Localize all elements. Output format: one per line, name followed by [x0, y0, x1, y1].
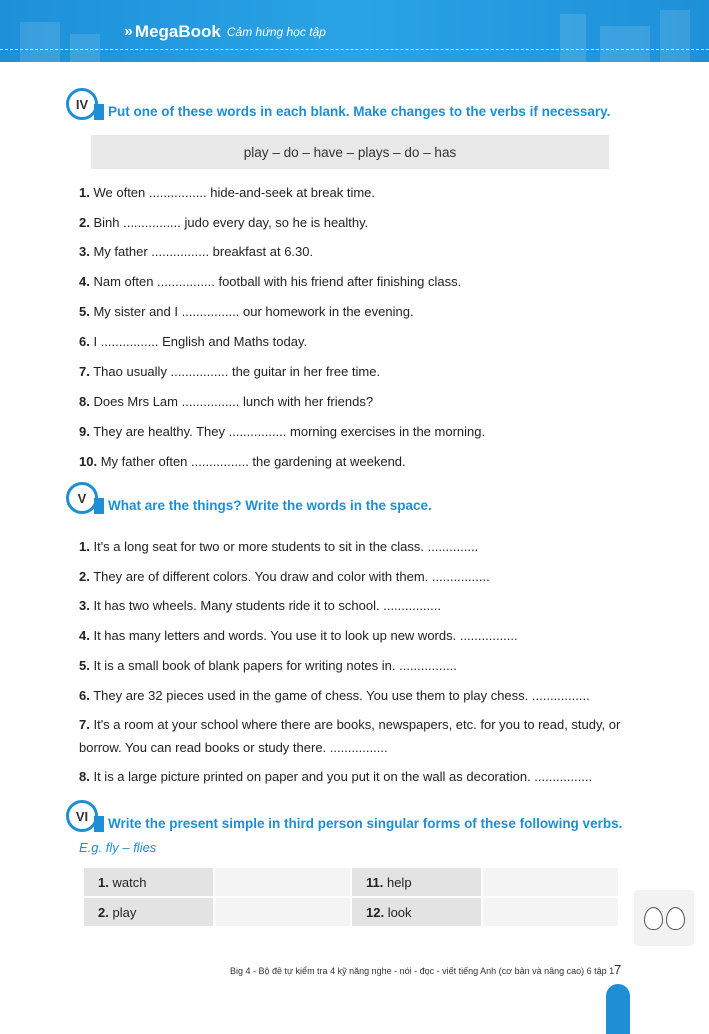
header-skyline-decoration	[660, 10, 690, 62]
section-vi-badge: VI	[66, 800, 98, 832]
verb-cell: 1. watch	[83, 867, 214, 897]
exercise-line: 3. It has two wheels. Many students ride it to school. ................	[79, 598, 442, 613]
verb-cell: 12. look	[351, 897, 482, 927]
answer-cell[interactable]	[482, 897, 619, 927]
answer-cell[interactable]	[482, 867, 619, 897]
section-v-badge: V	[66, 482, 98, 514]
answer-cell[interactable]	[214, 867, 351, 897]
exercise-line: 10. My father often ................ the gardening at weekend.	[79, 454, 406, 469]
exercise-line: 8. Does Mrs Lam ................ lunch with her friends?	[79, 394, 374, 409]
section-v-heading	[66, 482, 666, 522]
logo-icon: »	[124, 23, 131, 40]
section-iv-badge: IV	[66, 88, 98, 120]
table-row	[83, 897, 619, 927]
table-row	[83, 867, 619, 897]
exercise-line-continuation: borrow. You can read books or study there. ................	[79, 740, 388, 755]
exercise-line: 8. It is a large picture printed on paper and you put it on the wall as decoration. ................	[79, 769, 593, 784]
footer-text: Big 4 - Bộ đề tự kiểm tra 4 kỹ năng nghe - nói - đọc - viết tiếng Anh (cơ bản và nâng cao) 6 tập 1	[230, 966, 615, 976]
section-iv-heading	[66, 88, 666, 128]
brand-slogan: Cảm hứng học tập	[226, 25, 326, 39]
exercise-line: 3. My father ................ breakfast at 6.30.	[79, 244, 314, 259]
example-text: E.g. fly – flies	[79, 840, 157, 855]
header-dashed-line	[0, 49, 709, 50]
section-vi-heading	[66, 800, 666, 840]
exercise-line: 2. They are of different colors. You draw and color with them. ................	[79, 569, 490, 584]
badge-tail-decoration	[94, 104, 104, 120]
exercise-line: 1. We often ................ hide-and-seek at break time.	[79, 185, 376, 200]
word-bank-box: play – do – have – plays – do – has	[91, 135, 609, 169]
exercise-line: 5. My sister and I ................ our homework in the evening.	[79, 304, 414, 319]
exercise-line: 6. They are 32 pieces used in the game of chess. You use them to play chess. ................	[79, 688, 590, 703]
header-skyline-decoration	[20, 22, 60, 62]
exercise-line: 7. It's a room at your school where there are books, newspapers, etc. for you to read, study, or	[79, 717, 621, 732]
brand-name: MegaBook	[134, 22, 221, 41]
exercise-line: 6. I ................ English and Maths today.	[79, 334, 308, 349]
badge-tail-decoration	[94, 816, 104, 832]
header-skyline-decoration	[560, 14, 586, 62]
page-header	[0, 0, 709, 62]
header-skyline-decoration	[600, 26, 650, 62]
exercise-line: 2. Binh ................ judo every day, so he is healthy.	[79, 215, 369, 230]
page-number: 7	[614, 962, 622, 977]
verb-cell: 11. help	[351, 867, 482, 897]
egg-icon	[644, 907, 663, 930]
badge-tail-decoration	[94, 498, 104, 514]
section-iv-title: Put one of these words in each blank. Make changes to the verbs if necessary.	[108, 104, 611, 119]
exercise-line: 7. Thao usually ................ the guitar in her free time.	[79, 364, 381, 379]
exercise-line: 5. It is a small book of blank papers for writing notes in. ................	[79, 658, 457, 673]
brand-logo	[124, 22, 326, 42]
exercise-line: 4. Nam often ................ football with his friend after finishing class.	[79, 274, 462, 289]
exercise-line: 4. It has many letters and words. You use it to look up new words. ................	[79, 628, 518, 643]
exercise-line: 9. They are healthy. They ................ morning exercises in the morning.	[79, 424, 486, 439]
verb-cell: 2. play	[83, 897, 214, 927]
eggs-illustration	[634, 890, 694, 946]
page-tab-decoration	[606, 984, 630, 1034]
egg-icon	[666, 907, 685, 930]
section-vi-title: Write the present simple in third person singular forms of these following verbs.	[108, 816, 623, 831]
header-skyline-decoration	[70, 34, 100, 62]
section-v-title: What are the things? Write the words in the space.	[108, 498, 432, 513]
exercise-line: 1. It's a long seat for two or more students to sit in the class. ..............	[79, 539, 479, 554]
verb-table	[82, 866, 620, 928]
answer-cell[interactable]	[214, 897, 351, 927]
